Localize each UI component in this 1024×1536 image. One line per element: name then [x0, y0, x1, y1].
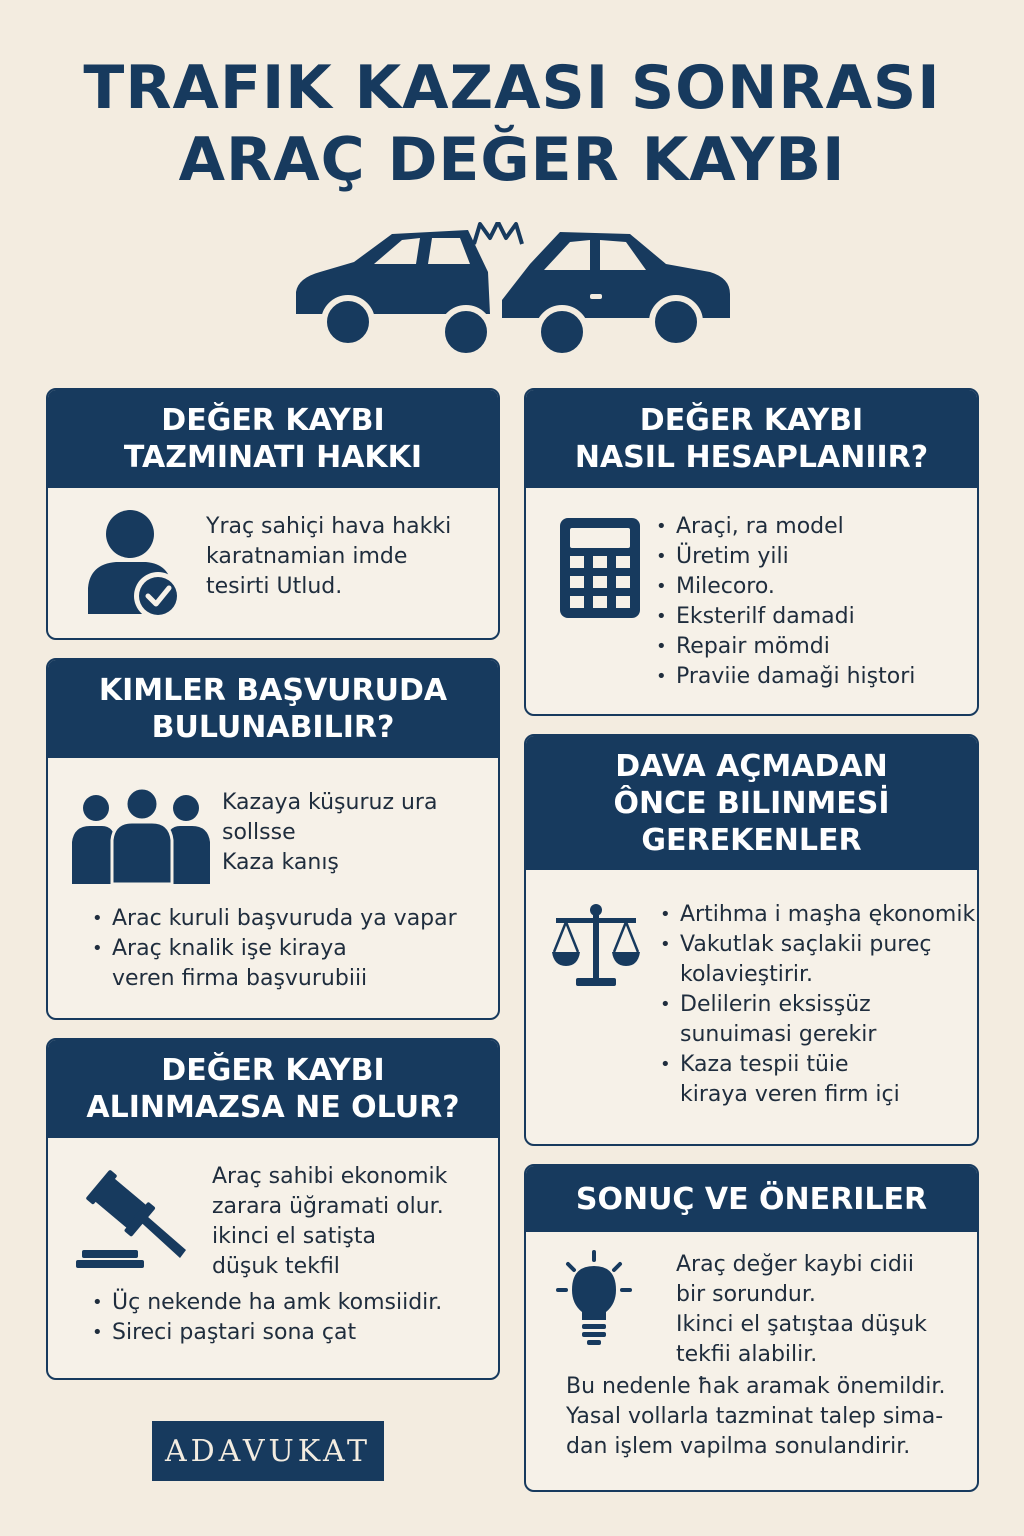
before-lawsuit-list — [658, 900, 975, 1110]
gavel-icon — [74, 1170, 190, 1270]
list-item: • Eksterilf damadi — [654, 602, 915, 632]
compensation-right-text: Yraç sahiçi hava hakki karatnamian imde tesirti Utlud. — [206, 514, 452, 599]
card-heading: KIMLER BAŞVURUDA BULUNABILIR? — [48, 660, 498, 758]
conclusion-text: Araç değer kaybi cidii bir sorundur. Ikinci el şatıştaa düşuk tekfii alabilir. — [676, 1252, 927, 1367]
group-people-icon — [70, 788, 212, 886]
list-item: • Vakutlak saçlakii pureç kolavieştirir. — [658, 930, 975, 990]
card-heading: DEĞER KAYBI ALINMAZSA NE OLUR? — [48, 1040, 498, 1138]
list-item: • Üç nekende ha amk komsiidir. — [90, 1288, 442, 1318]
card-before-lawsuit — [524, 734, 979, 1146]
list-item: • Araç knalik işe kiraya veren firma başvurubiii — [90, 934, 457, 994]
car-crash-icon — [290, 222, 734, 362]
list-item: • Artihma i maşha ękonomik — [658, 900, 975, 930]
lightbulb-icon — [556, 1250, 632, 1346]
person-check-icon — [86, 508, 186, 618]
card-if-not-claimed — [46, 1038, 500, 1380]
calculation-factor-list — [654, 512, 915, 692]
card-conclusion — [524, 1164, 979, 1492]
page-title-line1: TRAFIK KAZASI SONRASI — [83, 53, 941, 123]
list-item: • Praviie damaği hiştori — [654, 662, 915, 692]
list-item: • Delilerin eksisşüz sunuimasi gerekir — [658, 990, 975, 1050]
brand-logo: ADAVUKAT — [152, 1421, 384, 1481]
list-item: • Üretim yili — [654, 542, 915, 572]
card-heading: SONUÇ VE ÖNERILER — [526, 1166, 977, 1232]
if-not-claimed-text: Araç sahibi ekonomik zarara üğramati olur. ikinci el satişta düşuk tekfil — [212, 1164, 448, 1279]
who-can-apply-list — [90, 904, 457, 994]
card-heading: DEĞER KAYBI TAZMINATI HAKKI — [48, 390, 498, 488]
card-who-can-apply — [46, 658, 500, 1020]
conclusion-recommendation-text: Bu nedenle ħak aramak önemildir. Yasal vollarla tazminat talep sima- dan işlem vapilma sonulandirir. — [566, 1374, 946, 1459]
page-title-line2: ARAÇ DEĞER KAYBI — [178, 125, 846, 195]
list-item: • Repair mömdi — [654, 632, 915, 662]
list-item: • Araçi, ra model — [654, 512, 915, 542]
card-calculation — [524, 388, 979, 716]
scales-icon — [550, 900, 642, 990]
who-can-apply-text: Kazaya küşuruz ura sollsse Kaza kanış — [222, 790, 438, 875]
calculator-icon — [558, 516, 642, 620]
if-not-claimed-list — [90, 1288, 442, 1348]
list-item: • Arac kuruli başvuruda ya vapar — [90, 904, 457, 934]
card-heading: DEĞER KAYBI NASIL HESAPLANIIR? — [526, 390, 977, 488]
card-compensation-right — [46, 388, 500, 640]
card-heading: DAVA AÇMADAN ÔNCE BILINMESİ GEREKENLER — [526, 736, 977, 870]
list-item: • Sireci paştari sona çat — [90, 1318, 442, 1348]
list-item: • Kaza tespii tüie kiraya veren firm içi — [658, 1050, 975, 1110]
list-item: • Milecoro. — [654, 572, 915, 602]
